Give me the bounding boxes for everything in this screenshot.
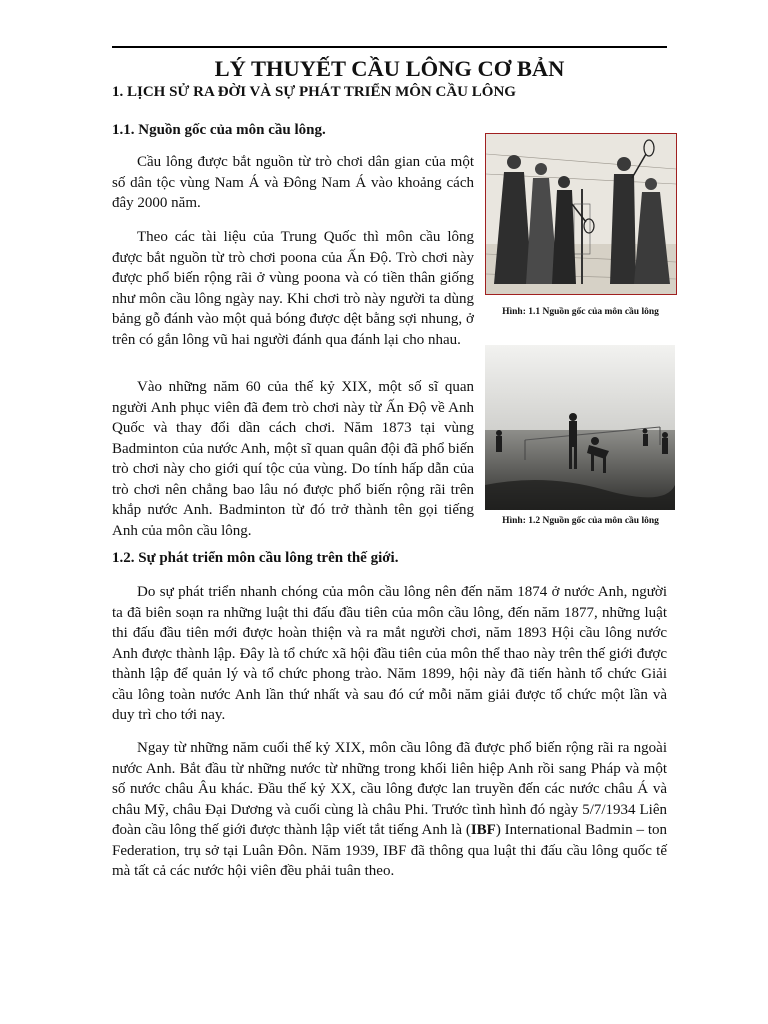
paragraph-origin-1: Cầu lông được bắt nguồn từ trò chơi dân gian của một số dân tộc vùng Nam Á và Đông Nam Á vào khoảng cách đây 2000 năm. <box>112 154 474 211</box>
paragraph-origin-3: Vào những năm 60 của thế kỷ XIX, một số sĩ quan người Anh phục viên đã đem trò chơi này từ Ấn Độ về Anh Quốc và thay đổi dần cách chơi. Năm 1873 tại vùng Badminton của nước Anh, một sĩ quan quân đội đã phổ biến trò chơi này cho giới quí tộc của vùng. Do tính hấp dẫn của trò chơi nên chẳng bao lâu nó được phổ biến rộng rãi trên khắp nước Anh. Badminton từ đó trở thành tên gọi tiếng Anh của môn cầu lông. <box>112 379 474 539</box>
ibf-abbreviation: IBF <box>470 822 496 838</box>
subsection-heading-development: 1.2. Sự phát triển môn cầu lông trên thế giới. <box>112 550 399 566</box>
subsection-heading-origin: 1.1. Nguồn gốc của môn cầu lông. <box>112 122 326 138</box>
outdoor-badminton-photo <box>485 345 675 510</box>
figure-caption-1: Hình: 1.1 Nguồn gốc của môn cầu lông <box>502 307 659 317</box>
paragraph-development-1: Do sự phát triển nhanh chóng của môn cầu lông nên đến năm 1874 ở nước Anh, người ta đã biên soạn ra những luật thi đấu đầu tiên của môn cầu lông, đến năm 1877, những luật thi đấu đầu tiên mới được hoàn thiện và ra mắt người chơi, năm 1893 Hội cầu lông nước Anh được thành lập. Đây là tổ chức xã hội đầu tiên của môn thể thao này trên thế giới được thành lập để quản lý và tổ chức phong trào. Năm 1899, hội này đã tiến hành tổ chức Giải cầu lông toàn nước Anh lần thứ nhất và sau đó cứ mỗi năm giải được tổ chức một lần và duy trì cho tới nay. <box>112 584 667 723</box>
header-rule <box>112 46 667 48</box>
paragraph-text-after-ibf: ) International Badmin – ton Federation, trụ sở tại Luân Đôn. Năm 1939, IBF đã thông qua luật thi đấu cầu lông quốc tế mà tất cả các nước hội viên đều phải tuân theo. <box>112 822 667 879</box>
document-title: LÝ THUYẾT CẦU LÔNG CƠ BẢN <box>214 56 565 81</box>
historic-players-image <box>486 134 676 294</box>
figure-origin-illustration <box>485 133 677 295</box>
figure-outdoor-photo <box>485 345 675 510</box>
paragraph-origin-2: Theo các tài liệu của Trung Quốc thì môn cầu lông được bắt nguồn từ trò chơi poona của Ấn Độ. Trò chơi này được phổ biến rộng rãi ở vùng poona và có tiền thân giống như môn cầu lông ngày nay. Khi chơi trò này người ta dùng bảng gỗ đánh vào một quả bóng được dệt bằng sợi nhung, ở trên có gắn lông vũ hai người đánh qua đánh lại cho nhau. <box>112 229 474 348</box>
paragraph-development-2 <box>112 738 667 882</box>
paragraph-text-before-ibf: Ngay từ những năm cuối thế kỷ XIX, môn cầu lông đã được phổ biến rộng rãi ra ngoài nước Anh. Bắt đầu từ những nước từ những trong khối liên hiệp Anh rồi sang Pháp và một số nước châu Âu khác. Đầu thế kỷ XX, cầu lông được lan truyền đến các nước châu Á và châu Mỹ, châu Đại Dương và cuối cùng là châu Phi. Trước tình hình đó ngày 5/7/1934 Liên đoàn cầu lông thế giới được thành lập viết tắt tiếng Anh là ( <box>112 740 667 838</box>
figure-caption-2: Hình: 1.2 Nguồn gốc của môn cầu lông <box>502 516 659 526</box>
section-heading-history: 1. LỊCH SỬ RA ĐỜI VÀ SỰ PHÁT TRIỂN MÔN CẦU LÔNG <box>112 84 516 100</box>
